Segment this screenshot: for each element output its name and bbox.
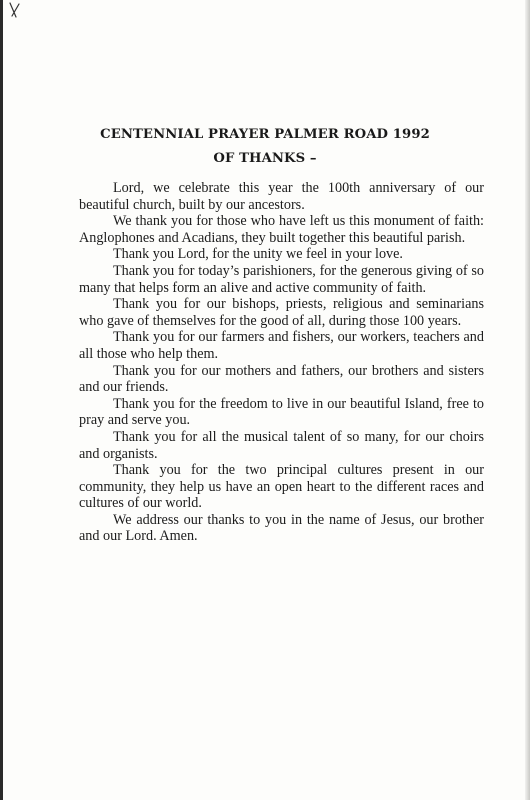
- prayer-paragraph: We address our thanks to you in the name of Jesus, our brother and our Lord. Amen.: [79, 511, 484, 545]
- prayer-paragraph: Thank you for the two principal cultures present in our community, they help us have an open heart to the different races and cultures of our world.: [79, 462, 484, 512]
- prayer-paragraph: Thank you for the freedom to live in our beautiful Island, free to pray and serve you.: [79, 395, 484, 429]
- prayer-paragraph: Thank you for today’s parishioners, for the generous giving of so many that helps form an alive and active community of faith.: [79, 262, 484, 296]
- prayer-paragraph: We thank you for those who have left us this monument of faith: Anglophones and Acadians, they built together this beautiful parish.: [79, 213, 484, 246]
- prayer-body: [79, 180, 484, 545]
- prayer-paragraph: Lord, we celebrate this year the 100th anniversary of our beautiful church, built by our ancestors.: [79, 180, 484, 213]
- prayer-paragraph: Thank you for our bishops, priests, religious and seminarians who gave of themselves for the good of all, during those 100 years.: [79, 296, 484, 329]
- pen-mark-icon: [6, 1, 28, 19]
- prayer-paragraph: Thank you for all the musical talent of so many, for our choirs and organists.: [79, 428, 484, 462]
- prayer-paragraph: Thank you Lord, for the unity we feel in your love.: [113, 246, 403, 263]
- prayer-paragraph: Thank you for our farmers and fishers, our workers, teachers and all those who help them.: [79, 329, 484, 362]
- prayer-title: CENTENNIAL PRAYER PALMER ROAD 1992: [100, 127, 430, 142]
- prayer-subtitle: OF THANKS –: [213, 151, 317, 166]
- prayer-paragraph: Thank you for our mothers and fathers, our brothers and sisters and our friends.: [79, 362, 484, 396]
- page-right-edge: [525, 0, 530, 800]
- page-left-edge: [0, 0, 3, 800]
